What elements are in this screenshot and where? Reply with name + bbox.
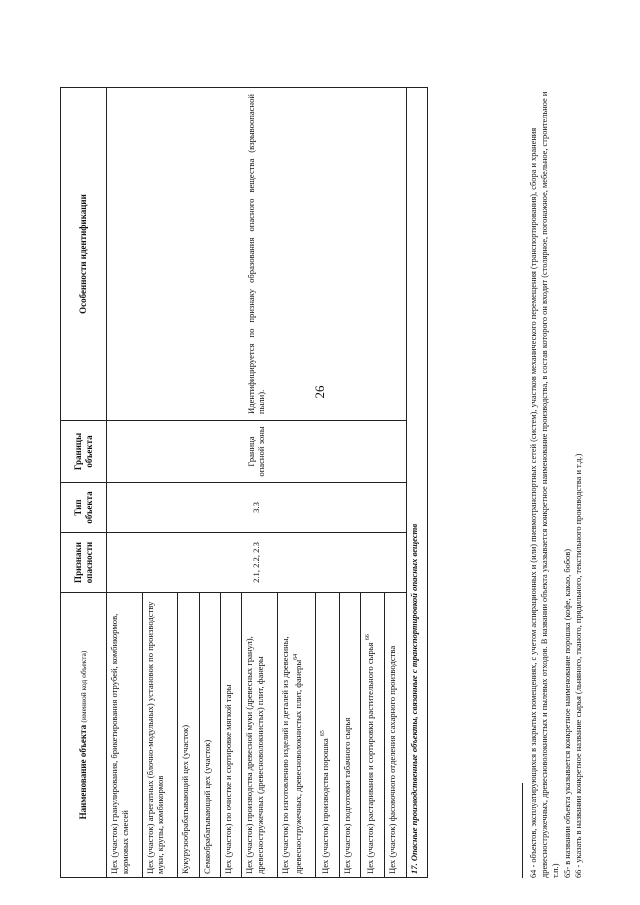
row-name: Цех (участок) производства древесной муки (древесных гранул), древесностружечных (древесноволокнистых) плит, фанеры (242, 593, 278, 878)
row-name: Семяобрабатывающий цех (участок) (199, 593, 220, 878)
signs-cell: 2.1, 2.2, 2.3 (107, 533, 407, 593)
row-name: Цех (участок) по очистке и сортировке мягкой тары (221, 593, 242, 878)
footnote-separator (522, 783, 523, 878)
hazard-objects-table (60, 88, 428, 878)
section-17-title: 17. Опасные производственные объекты, связанные с транспортировкой опасных веществ (406, 88, 427, 878)
footnote-65: 65- в названии объекта указывается конкретное наименование порошка (кофе, какао, бобов) (562, 549, 572, 878)
footnote-66: 66 - указать в названии конкретное название сырья (льняного, тканого, прядильного, текстильного производства и т.д.) (573, 453, 583, 878)
section-row (406, 88, 427, 878)
features-cell: Идентифицируется по признаку образования опасного вещества (взрывоопасной пыли). (107, 88, 407, 421)
row-name: Цех (участок) подготовки табачного сырья (340, 593, 361, 878)
header-signs: Признаки опасности (61, 533, 107, 593)
row-name: Цех (участок) производства порошка $^{65}$ (316, 593, 340, 878)
footnote-64: 64 - объектов, эксплуатирующихся в закрытых помещениях, с учетом аспирационных и (или) пневмотранспортных сетей (систем), участков механического перемещения (транспортирования), сбора и хранения древесностружечных, древесноволокнистых и пылевых отходов. В названии объекта указывается конкретное наименование производства, в состав которого он входит (столярное, погонажное, мебельное, строительное и т.п.) (529, 91, 561, 878)
header-name: Наименование объекта (именной код объекта) (61, 593, 107, 878)
row-name: Цех (участок) агрегатных (блочно-модульных) установок по производству муки, крупы, комбикормов (142, 593, 178, 878)
header-type: Тип объекта (61, 483, 107, 533)
table-row (107, 88, 143, 878)
header-features: Особенности идентификации (61, 88, 107, 421)
header-bounds: Границы объекта (61, 421, 107, 483)
footnotes (522, 88, 607, 878)
type-cell: 3.3 (107, 483, 407, 533)
row-name: Цех (участок) гранулирования, брикетирования отрубей, комбикормов, кормовых смесей (107, 593, 143, 878)
row-name: Цех (участок) по изготовлению изделий и деталей из древесины, древесностружечных, древесноволокнистых плит, фанеры$^{64}$ (278, 593, 316, 878)
row-name: Цех (участок) фасовочного отделения сахарного производства (385, 593, 406, 878)
bounds-cell: Граница опасной зоны (107, 421, 407, 483)
row-name: Цех (участок) растаривания и сортировки растительного сырья $^{66}$ (361, 593, 385, 878)
row-name: Кукурузообрабатывающий цех (участок) (178, 593, 199, 878)
page-number: 26 (312, 385, 327, 399)
